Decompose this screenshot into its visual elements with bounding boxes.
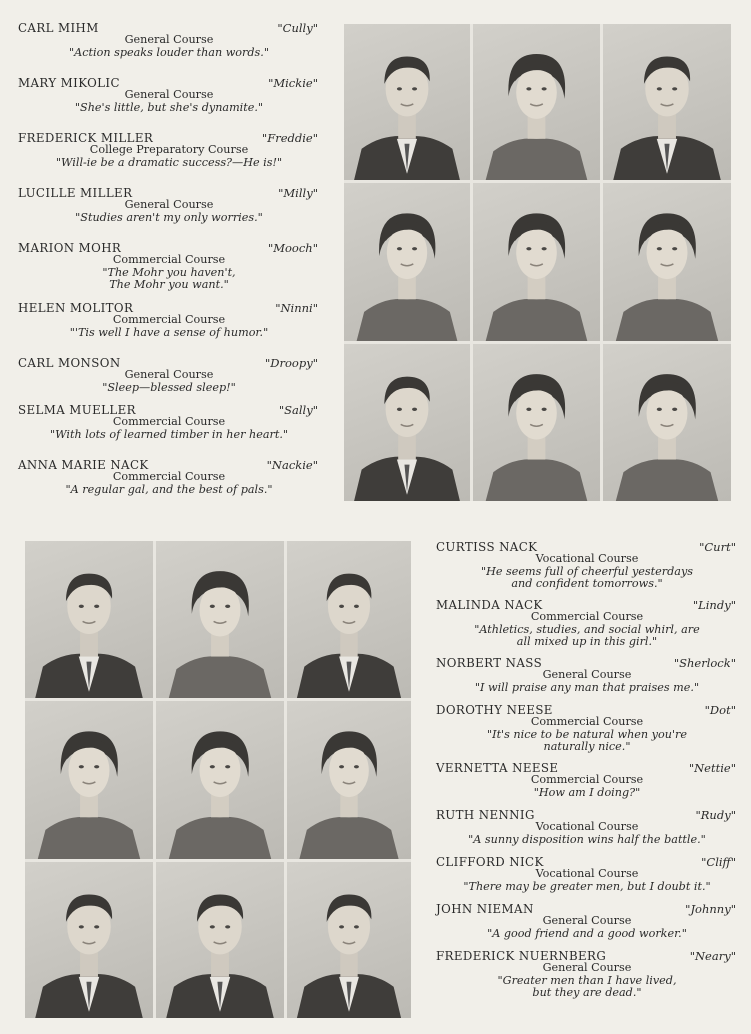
senior-name: CARL MONSON bbox=[18, 356, 121, 370]
senior-course: Vocational Course bbox=[535, 820, 639, 834]
top-senior-list bbox=[18, 22, 320, 514]
senior-course: Commercial Course bbox=[112, 253, 226, 267]
male-portrait-illustration bbox=[344, 344, 470, 501]
senior-portrait bbox=[344, 24, 470, 180]
senior-name: CURTISS NACK bbox=[436, 540, 538, 554]
senior-nickname: "Neary" bbox=[689, 949, 736, 963]
senior-portrait bbox=[603, 344, 731, 501]
senior-portrait bbox=[344, 183, 470, 341]
senior-nickname: "Sally" bbox=[278, 403, 318, 417]
senior-nickname: "Cully" bbox=[277, 21, 318, 35]
female-portrait-illustration bbox=[603, 183, 731, 341]
senior-name: DOROTHY NEESE bbox=[436, 703, 553, 717]
senior-portrait bbox=[287, 701, 411, 859]
senior-name: MALINDA NACK bbox=[436, 598, 543, 612]
senior-entry bbox=[436, 762, 738, 809]
senior-entry bbox=[436, 704, 738, 762]
senior-quote: "'Tis well I have a sense of humor." bbox=[69, 325, 269, 339]
senior-nickname: "Rudy" bbox=[695, 808, 736, 822]
senior-quote: "He seems full of cheerful yesterdays and confident tomorrows." bbox=[480, 564, 694, 591]
senior-nickname: "Milly" bbox=[278, 186, 318, 200]
senior-quote: "She's little, but she's dynamite." bbox=[74, 100, 264, 114]
senior-nickname: "Mickie" bbox=[268, 76, 318, 90]
senior-name: CLIFFORD NICK bbox=[436, 855, 544, 869]
senior-name: HELEN MOLITOR bbox=[18, 301, 134, 315]
senior-course: General Course bbox=[542, 914, 632, 928]
senior-quote: "There may be greater men, but I doubt it." bbox=[463, 879, 711, 893]
senior-course: Commercial Course bbox=[112, 415, 226, 429]
senior-portrait bbox=[603, 24, 731, 180]
senior-course: General Course bbox=[124, 33, 214, 47]
senior-nickname: "Nettie" bbox=[688, 761, 736, 775]
senior-entry bbox=[18, 302, 320, 357]
senior-portrait bbox=[156, 541, 284, 698]
senior-course: Commercial Course bbox=[530, 773, 644, 787]
male-portrait-illustration bbox=[603, 24, 731, 180]
senior-portrait bbox=[25, 701, 153, 859]
senior-quote: "Studies aren't my only worries." bbox=[75, 210, 263, 224]
female-portrait-illustration bbox=[156, 701, 284, 859]
senior-entry bbox=[18, 242, 320, 302]
senior-entry bbox=[436, 950, 738, 1008]
senior-quote: "With lots of learned timber in her heart." bbox=[49, 427, 289, 441]
male-portrait-illustration bbox=[25, 541, 153, 698]
senior-quote: "The Mohr you haven't, The Mohr you want." bbox=[102, 265, 236, 292]
male-portrait-illustration bbox=[287, 541, 411, 698]
senior-entry bbox=[18, 459, 320, 514]
senior-course: General Course bbox=[124, 88, 214, 102]
male-portrait-illustration bbox=[25, 862, 153, 1018]
senior-name: JOHN NIEMAN bbox=[436, 902, 534, 916]
senior-portrait bbox=[344, 344, 470, 501]
female-portrait-illustration bbox=[344, 183, 470, 341]
senior-nickname: "Nackie" bbox=[266, 458, 318, 472]
female-portrait-illustration bbox=[603, 344, 731, 501]
senior-portrait bbox=[156, 701, 284, 859]
senior-nickname: "Mooch" bbox=[267, 241, 318, 255]
senior-course: Commercial Course bbox=[530, 610, 644, 624]
senior-portrait bbox=[287, 541, 411, 698]
senior-name: NORBERT NASS bbox=[436, 656, 543, 670]
senior-entry bbox=[436, 599, 738, 657]
senior-quote: "Greater men than I have lived, but they are dead." bbox=[497, 973, 677, 1000]
senior-nickname: "Johnny" bbox=[685, 902, 736, 916]
senior-entry bbox=[18, 132, 320, 187]
male-portrait-illustration bbox=[156, 862, 284, 1018]
female-portrait-illustration bbox=[287, 701, 411, 859]
senior-portrait bbox=[603, 183, 731, 341]
senior-portrait bbox=[473, 344, 600, 501]
senior-name: MARY MIKOLIC bbox=[18, 76, 120, 90]
senior-entry bbox=[436, 903, 738, 950]
senior-name: CARL MIHM bbox=[18, 21, 99, 35]
senior-entry bbox=[18, 187, 320, 242]
senior-nickname: "Cliff" bbox=[701, 855, 736, 869]
bottom-senior-list bbox=[436, 541, 738, 1008]
senior-entry bbox=[18, 404, 320, 459]
female-portrait-illustration bbox=[156, 541, 284, 698]
senior-course: Commercial Course bbox=[112, 470, 226, 484]
senior-name: FREDERICK MILLER bbox=[18, 131, 154, 145]
senior-name: VERNETTA NEESE bbox=[436, 761, 559, 775]
senior-nickname: "Sherlock" bbox=[673, 656, 736, 670]
senior-portrait bbox=[25, 541, 153, 698]
senior-entry bbox=[436, 541, 738, 599]
senior-quote: "A sunny disposition wins half the battle." bbox=[468, 832, 706, 846]
senior-portrait bbox=[473, 183, 600, 341]
senior-portrait bbox=[473, 24, 600, 180]
senior-course: General Course bbox=[542, 668, 632, 682]
senior-course: Commercial Course bbox=[112, 313, 226, 327]
senior-quote: "Will-ie be a dramatic success?—He is!" bbox=[55, 155, 283, 169]
bottom-photo-grid bbox=[25, 541, 411, 1018]
senior-course: General Course bbox=[124, 368, 214, 382]
senior-quote: "Action speaks louder than words." bbox=[69, 45, 269, 59]
senior-name: FREDERICK NUERNBERG bbox=[436, 949, 607, 963]
senior-portrait bbox=[156, 862, 284, 1018]
senior-nickname: "Lindy" bbox=[692, 598, 736, 612]
senior-course: General Course bbox=[542, 961, 632, 975]
senior-quote: "How am I doing?" bbox=[533, 785, 641, 799]
senior-course: Vocational Course bbox=[535, 867, 639, 881]
senior-course: General Course bbox=[124, 198, 214, 212]
senior-nickname: "Dot" bbox=[704, 703, 736, 717]
senior-entry bbox=[18, 357, 320, 404]
senior-quote: "Sleep—blessed sleep!" bbox=[102, 380, 236, 394]
senior-quote: "I will praise any man that praises me." bbox=[474, 680, 700, 694]
senior-entry bbox=[436, 657, 738, 704]
senior-quote: "It's nice to be natural when you're naturally nice." bbox=[487, 727, 687, 754]
senior-name: RUTH NENNIG bbox=[436, 808, 535, 822]
senior-course: Commercial Course bbox=[530, 715, 644, 729]
senior-course: Vocational Course bbox=[535, 552, 639, 566]
senior-portrait bbox=[287, 862, 411, 1018]
senior-quote: "A regular gal, and the best of pals." bbox=[65, 482, 273, 496]
senior-entry bbox=[436, 856, 738, 903]
senior-nickname: "Freddie" bbox=[261, 131, 318, 145]
senior-entry bbox=[18, 77, 320, 132]
senior-entry bbox=[18, 22, 320, 77]
senior-entry bbox=[436, 809, 738, 856]
senior-name: MARION MOHR bbox=[18, 241, 122, 255]
female-portrait-illustration bbox=[473, 183, 600, 341]
senior-name: ANNA MARIE NACK bbox=[18, 458, 149, 472]
male-portrait-illustration bbox=[287, 862, 411, 1018]
senior-name: SELMA MUELLER bbox=[18, 403, 136, 417]
senior-portrait bbox=[25, 862, 153, 1018]
senior-nickname: "Droopy" bbox=[264, 356, 318, 370]
male-portrait-illustration bbox=[344, 24, 470, 180]
senior-quote: "Athletics, studies, and social whirl, are all mixed up in this girl." bbox=[474, 622, 700, 649]
female-portrait-illustration bbox=[25, 701, 153, 859]
senior-nickname: "Ninni" bbox=[275, 301, 318, 315]
senior-name: LUCILLE MILLER bbox=[18, 186, 133, 200]
female-portrait-illustration bbox=[473, 24, 600, 180]
senior-nickname: "Curt" bbox=[699, 540, 736, 554]
senior-course: College Preparatory Course bbox=[89, 143, 249, 157]
female-portrait-illustration bbox=[473, 344, 600, 501]
senior-quote: "A good friend and a good worker." bbox=[487, 926, 687, 940]
top-photo-grid bbox=[344, 24, 731, 501]
